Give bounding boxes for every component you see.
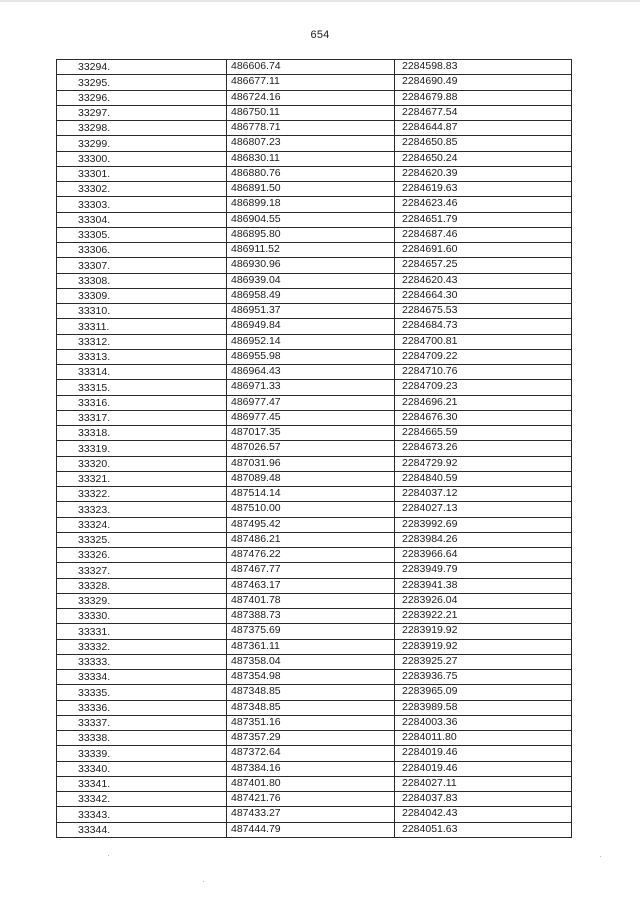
table-row <box>57 75 572 90</box>
y-coordinate-cell: 2284037.12 <box>395 487 572 502</box>
y-coordinate-cell: 2283965.09 <box>395 685 572 700</box>
x-coordinate-cell: 486724.16 <box>227 90 395 105</box>
point-number-cell: 33311. <box>57 319 227 334</box>
x-coordinate-cell: 486949.84 <box>227 319 395 334</box>
x-coordinate-cell: 487348.85 <box>227 700 395 715</box>
point-number-cell: 33308. <box>57 273 227 288</box>
x-coordinate-cell: 486778.71 <box>227 121 395 136</box>
point-number-cell: 33323. <box>57 502 227 517</box>
x-coordinate-cell: 487026.57 <box>227 441 395 456</box>
table-row <box>57 60 572 75</box>
table-row <box>57 822 572 837</box>
coordinates-table <box>56 59 572 838</box>
table-row <box>57 761 572 776</box>
x-coordinate-cell: 486955.98 <box>227 349 395 364</box>
point-number-cell: 33313. <box>57 349 227 364</box>
point-number-cell: 33300. <box>57 151 227 166</box>
y-coordinate-cell: 2283966.64 <box>395 548 572 563</box>
x-coordinate-cell: 487351.16 <box>227 715 395 730</box>
table-row <box>57 609 572 624</box>
x-coordinate-cell: 486964.43 <box>227 365 395 380</box>
table-row <box>57 395 572 410</box>
x-coordinate-cell: 487348.85 <box>227 685 395 700</box>
table-row <box>57 715 572 730</box>
y-coordinate-cell: 2284729.92 <box>395 456 572 471</box>
y-coordinate-cell: 2284650.85 <box>395 136 572 151</box>
point-number-cell: 33294. <box>57 60 227 75</box>
scan-speck <box>600 856 601 857</box>
y-coordinate-cell: 2284019.46 <box>395 746 572 761</box>
table-row <box>57 288 572 303</box>
y-coordinate-cell: 2284620.39 <box>395 166 572 181</box>
y-coordinate-cell: 2284709.23 <box>395 380 572 395</box>
table-row <box>57 456 572 471</box>
x-coordinate-cell: 487510.00 <box>227 502 395 517</box>
point-number-cell: 33326. <box>57 548 227 563</box>
y-coordinate-cell: 2284664.30 <box>395 288 572 303</box>
y-coordinate-cell: 2284675.53 <box>395 304 572 319</box>
x-coordinate-cell: 486899.18 <box>227 197 395 212</box>
y-coordinate-cell: 2284684.73 <box>395 319 572 334</box>
point-number-cell: 33331. <box>57 624 227 639</box>
table-row <box>57 182 572 197</box>
y-coordinate-cell: 2284840.59 <box>395 471 572 486</box>
y-coordinate-cell: 2283926.04 <box>395 593 572 608</box>
table-row <box>57 654 572 669</box>
y-coordinate-cell: 2284042.43 <box>395 807 572 822</box>
y-coordinate-cell: 2284691.60 <box>395 243 572 258</box>
x-coordinate-cell: 487375.69 <box>227 624 395 639</box>
x-coordinate-cell: 487372.64 <box>227 746 395 761</box>
x-coordinate-cell: 486677.11 <box>227 75 395 90</box>
y-coordinate-cell: 2284676.30 <box>395 410 572 425</box>
y-coordinate-cell: 2284687.46 <box>395 227 572 242</box>
table-row <box>57 243 572 258</box>
point-number-cell: 33344. <box>57 822 227 837</box>
point-number-cell: 33296. <box>57 90 227 105</box>
table-row <box>57 136 572 151</box>
point-number-cell: 33309. <box>57 288 227 303</box>
point-number-cell: 33338. <box>57 731 227 746</box>
point-number-cell: 33321. <box>57 471 227 486</box>
table-row <box>57 593 572 608</box>
table-row <box>57 746 572 761</box>
table-row <box>57 151 572 166</box>
x-coordinate-cell: 486951.37 <box>227 304 395 319</box>
y-coordinate-cell: 2284027.11 <box>395 776 572 791</box>
x-coordinate-cell: 487514.14 <box>227 487 395 502</box>
table-row <box>57 471 572 486</box>
y-coordinate-cell: 2284710.76 <box>395 365 572 380</box>
y-coordinate-cell: 2284650.24 <box>395 151 572 166</box>
table-row <box>57 273 572 288</box>
point-number-cell: 33334. <box>57 670 227 685</box>
coordinates-table-body <box>57 60 572 838</box>
point-number-cell: 33299. <box>57 136 227 151</box>
table-row <box>57 792 572 807</box>
y-coordinate-cell: 2283989.58 <box>395 700 572 715</box>
x-coordinate-cell: 487495.42 <box>227 517 395 532</box>
y-coordinate-cell: 2284011.80 <box>395 731 572 746</box>
point-number-cell: 33340. <box>57 761 227 776</box>
x-coordinate-cell: 486958.49 <box>227 288 395 303</box>
x-coordinate-cell: 487486.21 <box>227 532 395 547</box>
x-coordinate-cell: 487384.16 <box>227 761 395 776</box>
point-number-cell: 33314. <box>57 365 227 380</box>
y-coordinate-cell: 2284019.46 <box>395 761 572 776</box>
point-number-cell: 33336. <box>57 700 227 715</box>
x-coordinate-cell: 487433.27 <box>227 807 395 822</box>
table-row <box>57 807 572 822</box>
y-coordinate-cell: 2284677.54 <box>395 105 572 120</box>
x-coordinate-cell: 486895.80 <box>227 227 395 242</box>
table-row <box>57 487 572 502</box>
x-coordinate-cell: 486977.47 <box>227 395 395 410</box>
point-number-cell: 33333. <box>57 654 227 669</box>
x-coordinate-cell: 487388.73 <box>227 609 395 624</box>
table-row <box>57 685 572 700</box>
y-coordinate-cell: 2284620.43 <box>395 273 572 288</box>
y-coordinate-cell: 2284696.21 <box>395 395 572 410</box>
x-coordinate-cell: 487358.04 <box>227 654 395 669</box>
table-row <box>57 212 572 227</box>
point-number-cell: 33301. <box>57 166 227 181</box>
point-number-cell: 33339. <box>57 746 227 761</box>
x-coordinate-cell: 487421.76 <box>227 792 395 807</box>
y-coordinate-cell: 2284657.25 <box>395 258 572 273</box>
y-coordinate-cell: 2283949.79 <box>395 563 572 578</box>
table-row <box>57 410 572 425</box>
y-coordinate-cell: 2284700.81 <box>395 334 572 349</box>
table-row <box>57 700 572 715</box>
point-number-cell: 33315. <box>57 380 227 395</box>
x-coordinate-cell: 487401.80 <box>227 776 395 791</box>
y-coordinate-cell: 2283919.92 <box>395 624 572 639</box>
y-coordinate-cell: 2284651.79 <box>395 212 572 227</box>
table-row <box>57 166 572 181</box>
point-number-cell: 33332. <box>57 639 227 654</box>
y-coordinate-cell: 2284679.88 <box>395 90 572 105</box>
y-coordinate-cell: 2284644.87 <box>395 121 572 136</box>
y-coordinate-cell: 2283922.21 <box>395 609 572 624</box>
scan-speck <box>108 855 109 856</box>
point-number-cell: 33335. <box>57 685 227 700</box>
y-coordinate-cell: 2284619.63 <box>395 182 572 197</box>
y-coordinate-cell: 2283941.38 <box>395 578 572 593</box>
table-row <box>57 441 572 456</box>
table-row <box>57 349 572 364</box>
table-row <box>57 197 572 212</box>
table-row <box>57 670 572 685</box>
x-coordinate-cell: 487089.48 <box>227 471 395 486</box>
y-coordinate-cell: 2284037.83 <box>395 792 572 807</box>
table-row <box>57 334 572 349</box>
table-row <box>57 548 572 563</box>
point-number-cell: 33337. <box>57 715 227 730</box>
table-row <box>57 258 572 273</box>
point-number-cell: 33328. <box>57 578 227 593</box>
table-row <box>57 365 572 380</box>
y-coordinate-cell: 2284673.26 <box>395 441 572 456</box>
x-coordinate-cell: 486930.96 <box>227 258 395 273</box>
point-number-cell: 33341. <box>57 776 227 791</box>
y-coordinate-cell: 2284709.22 <box>395 349 572 364</box>
y-coordinate-cell: 2284623.46 <box>395 197 572 212</box>
point-number-cell: 33327. <box>57 563 227 578</box>
point-number-cell: 33322. <box>57 487 227 502</box>
x-coordinate-cell: 486807.23 <box>227 136 395 151</box>
table-row <box>57 319 572 334</box>
point-number-cell: 33325. <box>57 532 227 547</box>
table-row <box>57 532 572 547</box>
y-coordinate-cell: 2283984.26 <box>395 532 572 547</box>
point-number-cell: 33317. <box>57 410 227 425</box>
y-coordinate-cell: 2283936.75 <box>395 670 572 685</box>
x-coordinate-cell: 486880.76 <box>227 166 395 181</box>
point-number-cell: 33312. <box>57 334 227 349</box>
y-coordinate-cell: 2284598.83 <box>395 60 572 75</box>
x-coordinate-cell: 487361.11 <box>227 639 395 654</box>
point-number-cell: 33298. <box>57 121 227 136</box>
y-coordinate-cell: 2284051.63 <box>395 822 572 837</box>
y-coordinate-cell: 2283919.92 <box>395 639 572 654</box>
x-coordinate-cell: 486971.33 <box>227 380 395 395</box>
table-row <box>57 105 572 120</box>
point-number-cell: 33342. <box>57 792 227 807</box>
x-coordinate-cell: 486977.45 <box>227 410 395 425</box>
x-coordinate-cell: 486830.11 <box>227 151 395 166</box>
coordinates-table-container <box>56 59 571 838</box>
x-coordinate-cell: 487463.17 <box>227 578 395 593</box>
x-coordinate-cell: 486904.55 <box>227 212 395 227</box>
x-coordinate-cell: 486606.74 <box>227 60 395 75</box>
table-row <box>57 624 572 639</box>
point-number-cell: 33306. <box>57 243 227 258</box>
y-coordinate-cell: 2284027.13 <box>395 502 572 517</box>
point-number-cell: 33324. <box>57 517 227 532</box>
table-row <box>57 639 572 654</box>
table-row <box>57 227 572 242</box>
x-coordinate-cell: 487476.22 <box>227 548 395 563</box>
y-coordinate-cell: 2284665.59 <box>395 426 572 441</box>
y-coordinate-cell: 2283925.27 <box>395 654 572 669</box>
x-coordinate-cell: 487444.79 <box>227 822 395 837</box>
point-number-cell: 33305. <box>57 227 227 242</box>
x-coordinate-cell: 486891.50 <box>227 182 395 197</box>
table-row <box>57 517 572 532</box>
point-number-cell: 33302. <box>57 182 227 197</box>
page-number: 654 <box>310 29 330 41</box>
table-row <box>57 304 572 319</box>
table-row <box>57 90 572 105</box>
table-row <box>57 776 572 791</box>
x-coordinate-cell: 487017.35 <box>227 426 395 441</box>
x-coordinate-cell: 487354.98 <box>227 670 395 685</box>
point-number-cell: 33307. <box>57 258 227 273</box>
point-number-cell: 33303. <box>57 197 227 212</box>
point-number-cell: 33330. <box>57 609 227 624</box>
point-number-cell: 33304. <box>57 212 227 227</box>
point-number-cell: 33343. <box>57 807 227 822</box>
x-coordinate-cell: 487031.96 <box>227 456 395 471</box>
x-coordinate-cell: 487467.77 <box>227 563 395 578</box>
table-row <box>57 731 572 746</box>
point-number-cell: 33319. <box>57 441 227 456</box>
y-coordinate-cell: 2283992.69 <box>395 517 572 532</box>
point-number-cell: 33297. <box>57 105 227 120</box>
x-coordinate-cell: 487357.29 <box>227 731 395 746</box>
point-number-cell: 33318. <box>57 426 227 441</box>
x-coordinate-cell: 487401.78 <box>227 593 395 608</box>
table-row <box>57 578 572 593</box>
scan-speck <box>203 881 204 882</box>
table-row <box>57 121 572 136</box>
x-coordinate-cell: 486939.04 <box>227 273 395 288</box>
table-row <box>57 563 572 578</box>
point-number-cell: 33320. <box>57 456 227 471</box>
scan-edge-line <box>0 0 640 2</box>
point-number-cell: 33316. <box>57 395 227 410</box>
x-coordinate-cell: 486911.52 <box>227 243 395 258</box>
x-coordinate-cell: 486750.11 <box>227 105 395 120</box>
point-number-cell: 33310. <box>57 304 227 319</box>
table-row <box>57 380 572 395</box>
x-coordinate-cell: 486952.14 <box>227 334 395 349</box>
point-number-cell: 33329. <box>57 593 227 608</box>
table-row <box>57 502 572 517</box>
y-coordinate-cell: 2284003.36 <box>395 715 572 730</box>
point-number-cell: 33295. <box>57 75 227 90</box>
y-coordinate-cell: 2284690.49 <box>395 75 572 90</box>
table-row <box>57 426 572 441</box>
